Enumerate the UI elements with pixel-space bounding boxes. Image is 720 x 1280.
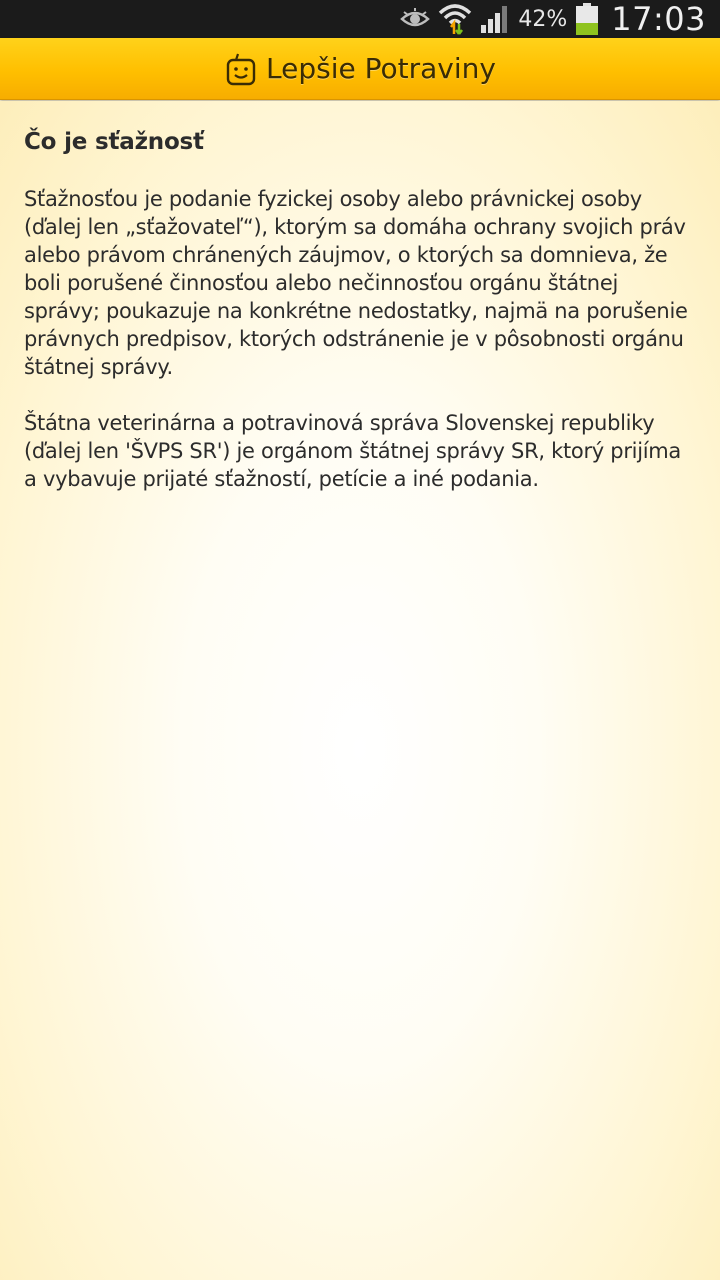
action-bar <box>0 38 720 100</box>
status-bar <box>0 0 720 38</box>
battery-percent: 42% <box>518 6 568 32</box>
content-area <box>0 101 720 1280</box>
signal-icon <box>480 5 510 33</box>
article-paragraph-2: Štátna veterinárna a potravinová správa Slovenskej republiky (ďalej len 'ŠVPS SR') je orgánom štátnej správy SR, ktorý prijíma a vybavuje prijaté sťažností, petície a iné podania. <box>24 411 681 491</box>
battery-icon <box>575 3 599 35</box>
eye-icon <box>400 8 430 30</box>
wifi-icon <box>438 3 472 35</box>
article-paragraph-1: Sťažnosťou je podanie fyzickej osoby alebo právnickej osoby (ďalej len „sťažovateľ“), ktorým sa domáha ochrany svojich práv alebo právom chránených záujmov, o ktorých sa domnieva, že boli porušené činnosťou alebo nečinnosťou orgánu štátnej správy; poukazuje na konkrétne nedostatky, najmä na porušenie právnych predpisov, ktorých odstránenie je v pôsobnosti orgánu štátnej správy. <box>24 187 688 379</box>
clock: 17:03 <box>611 0 706 38</box>
app-title: Lepšie Potraviny <box>266 52 496 85</box>
article-heading: Čo je sťažnosť <box>24 129 204 155</box>
smiley-bag-icon[interactable] <box>224 52 258 86</box>
